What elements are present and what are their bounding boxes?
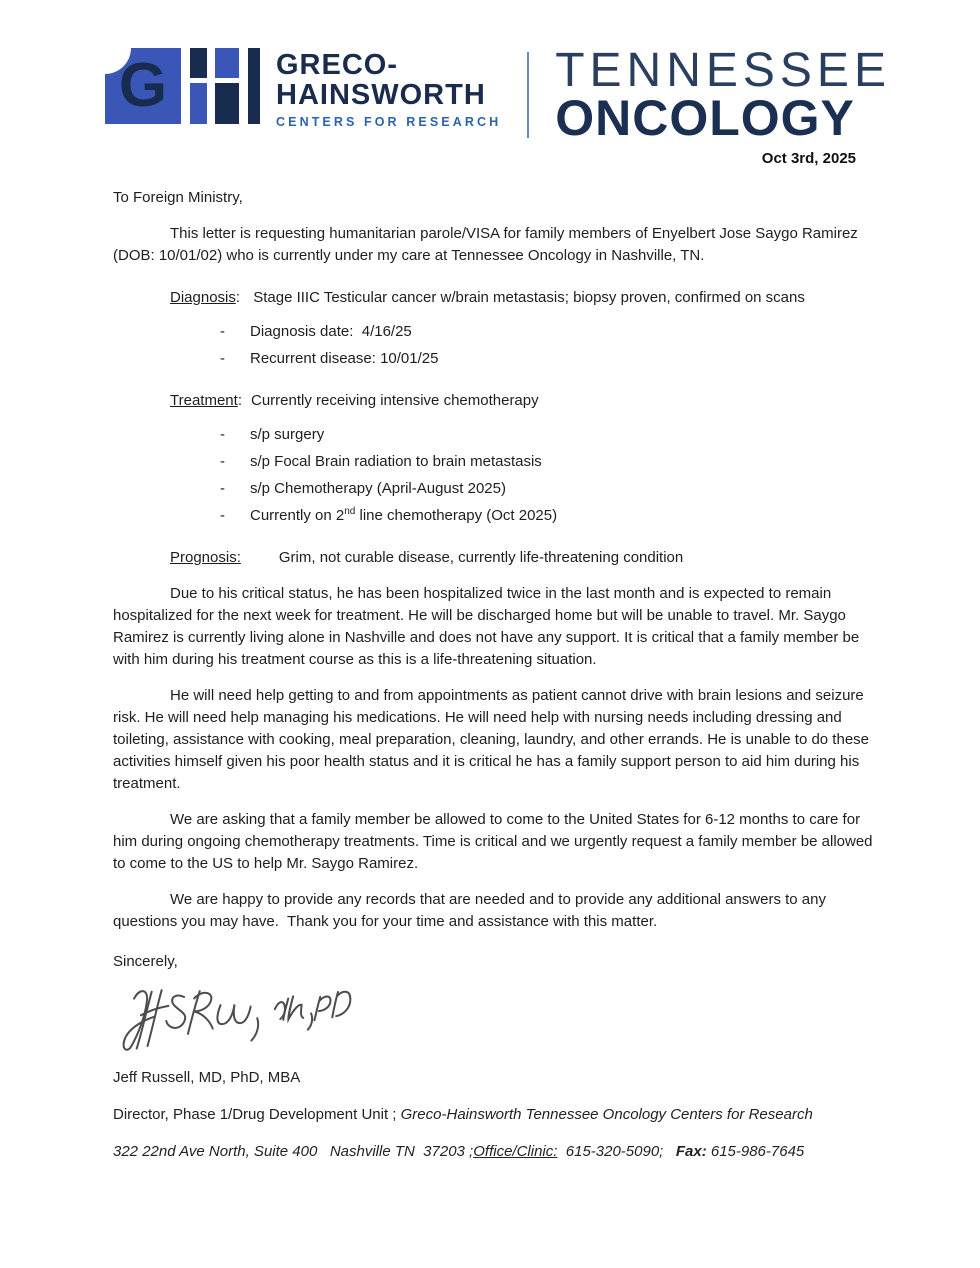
bullet-dash: - — [220, 426, 225, 443]
tennessee-oncology-logo — [555, 44, 891, 146]
gh-monogram-icon — [105, 48, 260, 124]
gh-monogram-h-bars — [190, 48, 260, 124]
gh-monogram-g-square — [105, 48, 181, 124]
bullet-dash: - — [220, 350, 225, 367]
greco-hainsworth-logo — [105, 48, 501, 129]
signer-name: Jeff Russell, MD, PhD, MBA — [113, 1069, 301, 1086]
prognosis-text: Grim, not curable disease, currently life-threatening condition — [278, 549, 684, 566]
letterhead — [0, 0, 980, 146]
treatment-colon: : — [237, 392, 242, 409]
gh-name-line2: HAINSWORTH — [276, 79, 486, 111]
signer-title-org: Greco-Hainsworth Tennessee Oncology Centers for Research — [400, 1106, 813, 1123]
salutation: To Foreign Ministry, — [113, 189, 243, 206]
letter-date: Oct 3rd, 2025 — [761, 150, 856, 167]
body-paragraph-3: We are asking that a family member be allowed to come to the United States for 6-12 months to care for him during ongoing chemotherapy treatments. Time is critical and we urgently request a family member be allowed to come to the US to help Mr. Saygo Ramirez. — [113, 811, 877, 872]
intro-paragraph: This letter is requesting humanitarian parole/VISA for family members of Enyelbert Jose Saygo Ramirez (DOB: 10/01/02) who is currently under my care at Tennessee Oncology in Nashville, TN. — [113, 225, 862, 264]
tn-wordmark-line2: ONCOLOGY — [555, 90, 855, 146]
gh-tagline: CENTERS FOR RESEARCH — [276, 115, 502, 129]
signer-title — [113, 1104, 880, 1126]
gh-wordmark — [276, 48, 501, 129]
diagnosis-label: Diagnosis — [170, 289, 236, 306]
bullet-item — [220, 321, 880, 343]
treatment-line — [170, 390, 880, 412]
bullet-item — [220, 348, 880, 370]
gh-name-line1: GRECO- — [276, 49, 398, 81]
diagnosis-text: Stage IIIC Testicular cancer w/brain metastasis; biopsy proven, confirmed on scans — [249, 289, 805, 306]
diagnosis-line — [170, 287, 880, 309]
treatment-bullets — [220, 424, 880, 527]
tn-wordmark-line1: TENNESSEE — [555, 44, 891, 97]
prognosis-line — [170, 547, 880, 569]
bullet-dash: - — [220, 453, 225, 470]
signer-title-role: Director, Phase 1/Drug Development Unit ; — [113, 1106, 401, 1123]
bullet-dash: - — [220, 507, 225, 524]
bullet-dash: - — [220, 480, 225, 497]
prognosis-label: Prognosis: — [170, 549, 241, 566]
body-paragraph-4: We are happy to provide any records that are needed and to provide any additional answers to any questions you may have. Thank you for your time and assistance with this matter. — [113, 891, 831, 930]
treatment-label: Treatment — [170, 392, 238, 409]
office-address-line: 322 22nd Ave North, Suite 400 Nashville TN 37203 ;Office/Clinic: 615-320-5090; Fax: 615-986-7645 — [113, 1143, 805, 1160]
body-paragraph-2: He will need help getting to and from appointments as patient cannot drive with brain lesions and seizure risk. He will need help managing his medications. He will need help with nursing needs including dressing and toileting, assistance with cooking, meal preparation, cleaning, laundry, and other errands. He is unable to do these activities himself given his poor health status and it is critical he has a family support person to aid him during his treatment. — [113, 687, 874, 792]
bullet-text: Recurrent disease: 10/01/25 — [250, 350, 439, 367]
bullet-text: s/p Focal Brain radiation to brain metastasis — [250, 453, 542, 470]
gh-monogram-g-letter: G — [118, 51, 168, 120]
bullet-text: Diagnosis date: 4/16/25 — [250, 323, 412, 340]
diagnosis-colon: : — [235, 289, 241, 306]
bullet-text: s/p Chemotherapy (April-August 2025) — [250, 480, 506, 497]
signature-image — [117, 977, 880, 1051]
letter-body — [113, 187, 880, 1163]
bullet-text: s/p surgery — [250, 426, 325, 443]
logo-divider — [527, 52, 529, 138]
treatment-text: Currently receiving intensive chemotherapy — [250, 392, 539, 409]
bullet-item — [220, 424, 880, 446]
bullet-item — [220, 451, 880, 473]
bullet-item — [220, 505, 880, 527]
diagnosis-bullets — [220, 321, 880, 370]
bullet-item — [220, 478, 880, 500]
bullet-dash: - — [220, 323, 225, 340]
closing-salutation: Sincerely, — [113, 953, 178, 970]
body-paragraph-1: Due to his critical status, he has been hospitalized twice in the last month and is expected to remain hospitalized for the next week for treatment. He will be discharged home but will be unable to travel. Mr. Saygo Ramirez is currently living alone in Nashville and does not have any support. It is critical that a family member be with him during his treatment course as this is a life-threatening situation. — [113, 585, 864, 668]
bullet-text: Currently on 2nd line chemotherapy (Oct 2025) — [250, 506, 558, 524]
